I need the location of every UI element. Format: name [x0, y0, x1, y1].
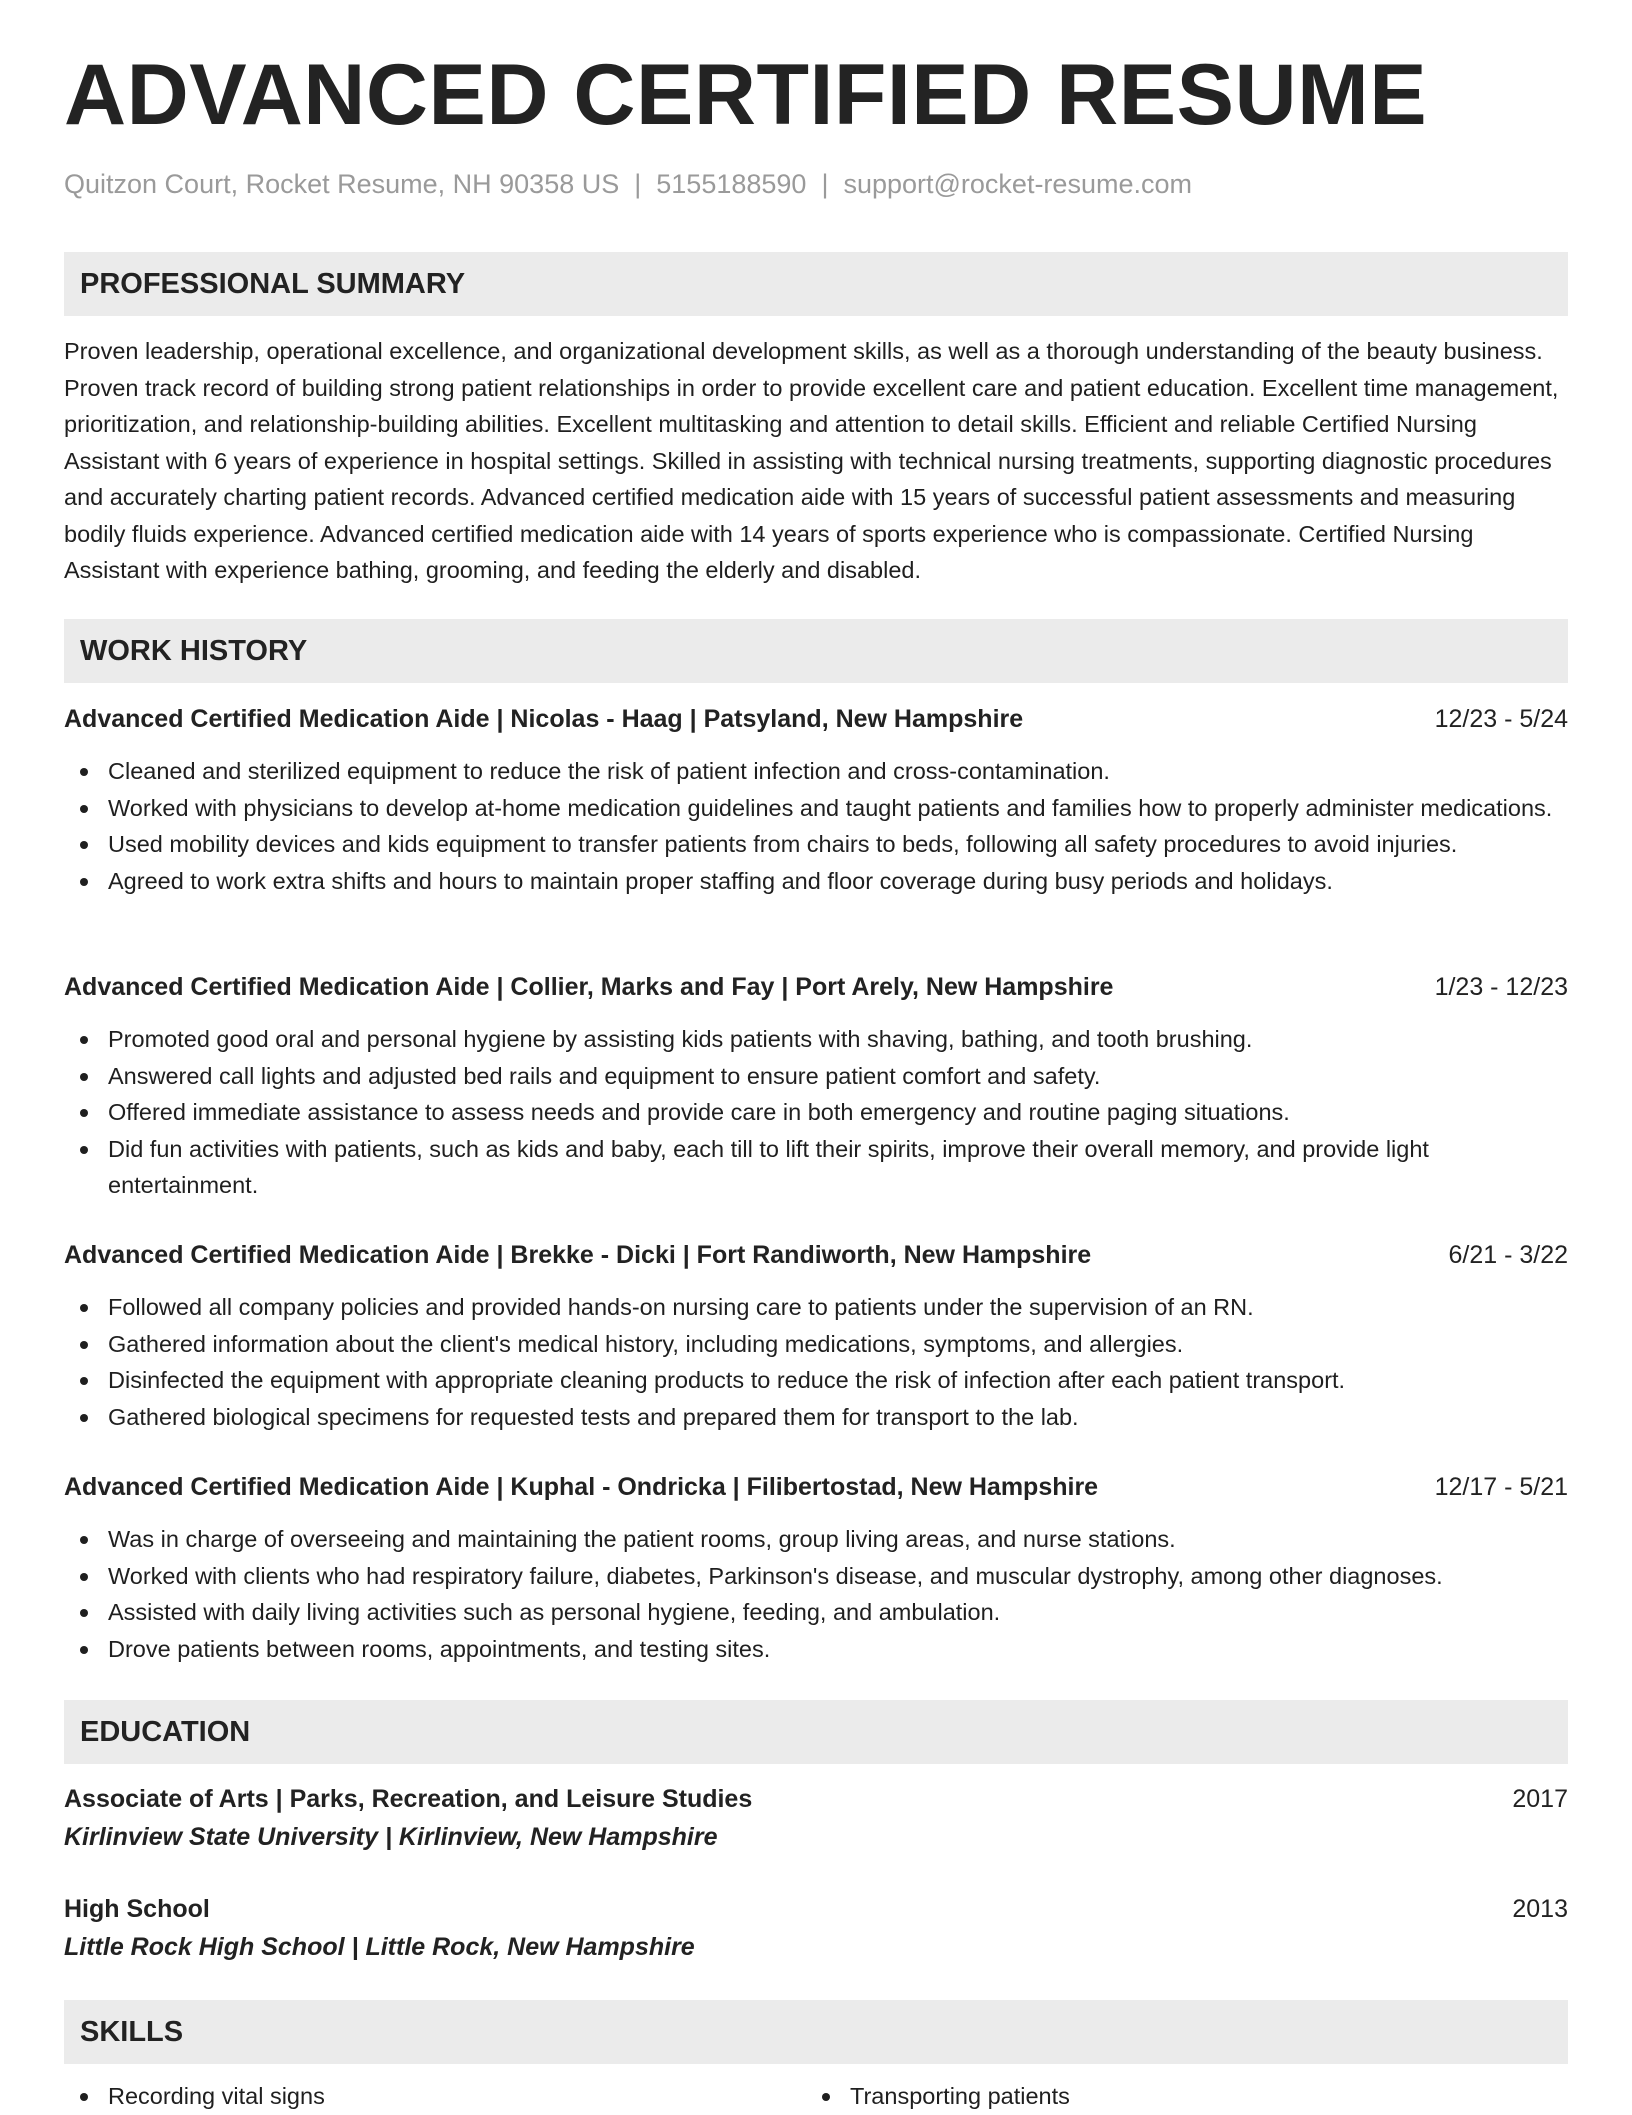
contact-address: Quitzon Court, Rocket Resume, NH 90358 US: [64, 169, 620, 199]
job-bullet: Offered immediate assistance to assess needs and provide care in both emergency and routine paging situations.: [64, 1094, 1568, 1131]
skill-item: Transporting patients: [806, 2078, 1506, 2115]
job-entry: [64, 1469, 1568, 1667]
education-header: [64, 1890, 1568, 1928]
job-bullets: [64, 1021, 1568, 1204]
job-bullet: Was in charge of overseeing and maintaining the patient rooms, group living areas, and nurse stations.: [64, 1521, 1568, 1558]
resume-name: ADVANCED CERTIFIED RESUME: [64, 47, 1428, 143]
skill-item: Recording vital signs: [64, 2078, 764, 2115]
summary-text: Proven leadership, operational excellence, and organizational development skills, as well as a thorough understanding of the beauty business. Proven track record of building strong patient relationships in order to provide excellent care and patient education. Excellent time management, prioritization, and relationship-building abilities. Excellent multitasking and attention to detail skills. Efficient and reliable Certified Nursing Assistant with 6 years of experience in hospital settings. Skilled in assisting with technical nursing treatments, supporting diagnostic procedures and accurately charting patient records. Advanced certified medication aide with 15 years of successful patient assessments and measuring bodily fluids experience. Advanced certified medication aide with 14 years of sports experience who is compassionate. Certified Nursing Assistant with experience bathing, grooming, and feeding the elderly and disabled.: [64, 338, 1559, 583]
job-bullet: Answered call lights and adjusted bed rails and equipment to ensure patient comfort and safety.: [64, 1058, 1568, 1095]
section-heading-summary: PROFESSIONAL SUMMARY: [64, 252, 1568, 316]
education-school: Little Rock High School | Little Rock, New Hampshire: [64, 1933, 695, 1961]
job-bullet: Followed all company policies and provided hands-on nursing care to patients under the supervision of an RN.: [64, 1289, 1568, 1326]
education-degree: High School: [64, 1895, 210, 1923]
job-dates: 12/17 - 5/21: [1434, 1473, 1568, 1501]
job-bullet: Disinfected the equipment with appropriate cleaning products to reduce the risk of infection after each patient transport.: [64, 1362, 1568, 1399]
education-entry: [64, 1780, 1568, 1856]
contact-separator: |: [821, 169, 829, 199]
job-dates: 12/23 - 5/24: [1434, 705, 1568, 733]
skills-column-right: [806, 2078, 1506, 2115]
job-bullet: Cleaned and sterilized equipment to reduce the risk of patient infection and cross-contamination.: [64, 753, 1568, 790]
education-degree: Associate of Arts | Parks, Recreation, and Leisure Studies: [64, 1785, 753, 1813]
education-year: 2017: [1512, 1785, 1568, 1813]
section-heading-education: EDUCATION: [64, 1700, 1568, 1764]
education-year: 2013: [1512, 1895, 1568, 1923]
education-header: [64, 1780, 1568, 1818]
job-bullet: Assisted with daily living activities such as personal hygiene, feeding, and ambulation.: [64, 1594, 1568, 1631]
job-title: Advanced Certified Medication Aide | Kuphal - Ondricka | Filibertostad, New Hampshire: [64, 1473, 1099, 1501]
job-header: [64, 1469, 1568, 1505]
job-title: Advanced Certified Medication Aide | Nicolas - Haag | Patsyland, New Hampshire: [64, 705, 1024, 733]
skills-column-left: [64, 2078, 764, 2115]
job-entry: [64, 969, 1568, 1204]
section-heading-work: WORK HISTORY: [64, 619, 1568, 683]
job-bullet: Gathered biological specimens for requested tests and prepared them for transport to the lab.: [64, 1399, 1568, 1436]
education-school: Kirlinview State University | Kirlinview, New Hampshire: [64, 1823, 718, 1851]
contact-phone: 5155188590: [656, 169, 807, 199]
job-bullet: Used mobility devices and kids equipment to transfer patients from chairs to beds, following all safety procedures to avoid injuries.: [64, 826, 1568, 863]
job-bullet: Worked with clients who had respiratory failure, diabetes, Parkinson's disease, and muscular dystrophy, among other diagnoses.: [64, 1558, 1568, 1595]
job-entry: [64, 1237, 1568, 1435]
job-dates: 6/21 - 3/22: [1448, 1241, 1568, 1269]
job-bullet: Promoted good oral and personal hygiene by assisting kids patients with shaving, bathing, and tooth brushing.: [64, 1021, 1568, 1058]
section-heading-skills: SKILLS: [64, 2000, 1568, 2064]
job-bullet: Worked with physicians to develop at-home medication guidelines and taught patients and families how to properly administer medications.: [64, 790, 1568, 827]
job-bullet: Drove patients between rooms, appointments, and testing sites.: [64, 1631, 1568, 1668]
contact-separator: |: [634, 169, 642, 199]
job-title: Advanced Certified Medication Aide | Brekke - Dicki | Fort Randiworth, New Hampshire: [64, 1241, 1092, 1269]
skills-bullets: [806, 2078, 1506, 2115]
job-bullet: Agreed to work extra shifts and hours to maintain proper staffing and floor coverage during busy periods and holidays.: [64, 863, 1568, 900]
job-bullets: [64, 753, 1568, 899]
education-entry: [64, 1890, 1568, 1966]
job-title: Advanced Certified Medication Aide | Collier, Marks and Fay | Port Arely, New Hampshire: [64, 973, 1114, 1001]
skills-bullets: [64, 2078, 764, 2115]
contact-line: [64, 168, 1192, 200]
job-bullets: [64, 1521, 1568, 1667]
contact-email: support@rocket-resume.com: [843, 169, 1192, 199]
job-bullet: Did fun activities with patients, such as kids and baby, each till to lift their spirits, improve their overall memory, and provide light entertainment.: [64, 1131, 1568, 1204]
job-header: [64, 1237, 1568, 1273]
job-bullets: [64, 1289, 1568, 1435]
job-entry: [64, 701, 1568, 899]
job-header: [64, 969, 1568, 1005]
job-dates: 1/23 - 12/23: [1434, 973, 1568, 1001]
job-bullet: Gathered information about the client's medical history, including medications, symptoms, and allergies.: [64, 1326, 1568, 1363]
job-header: [64, 701, 1568, 737]
